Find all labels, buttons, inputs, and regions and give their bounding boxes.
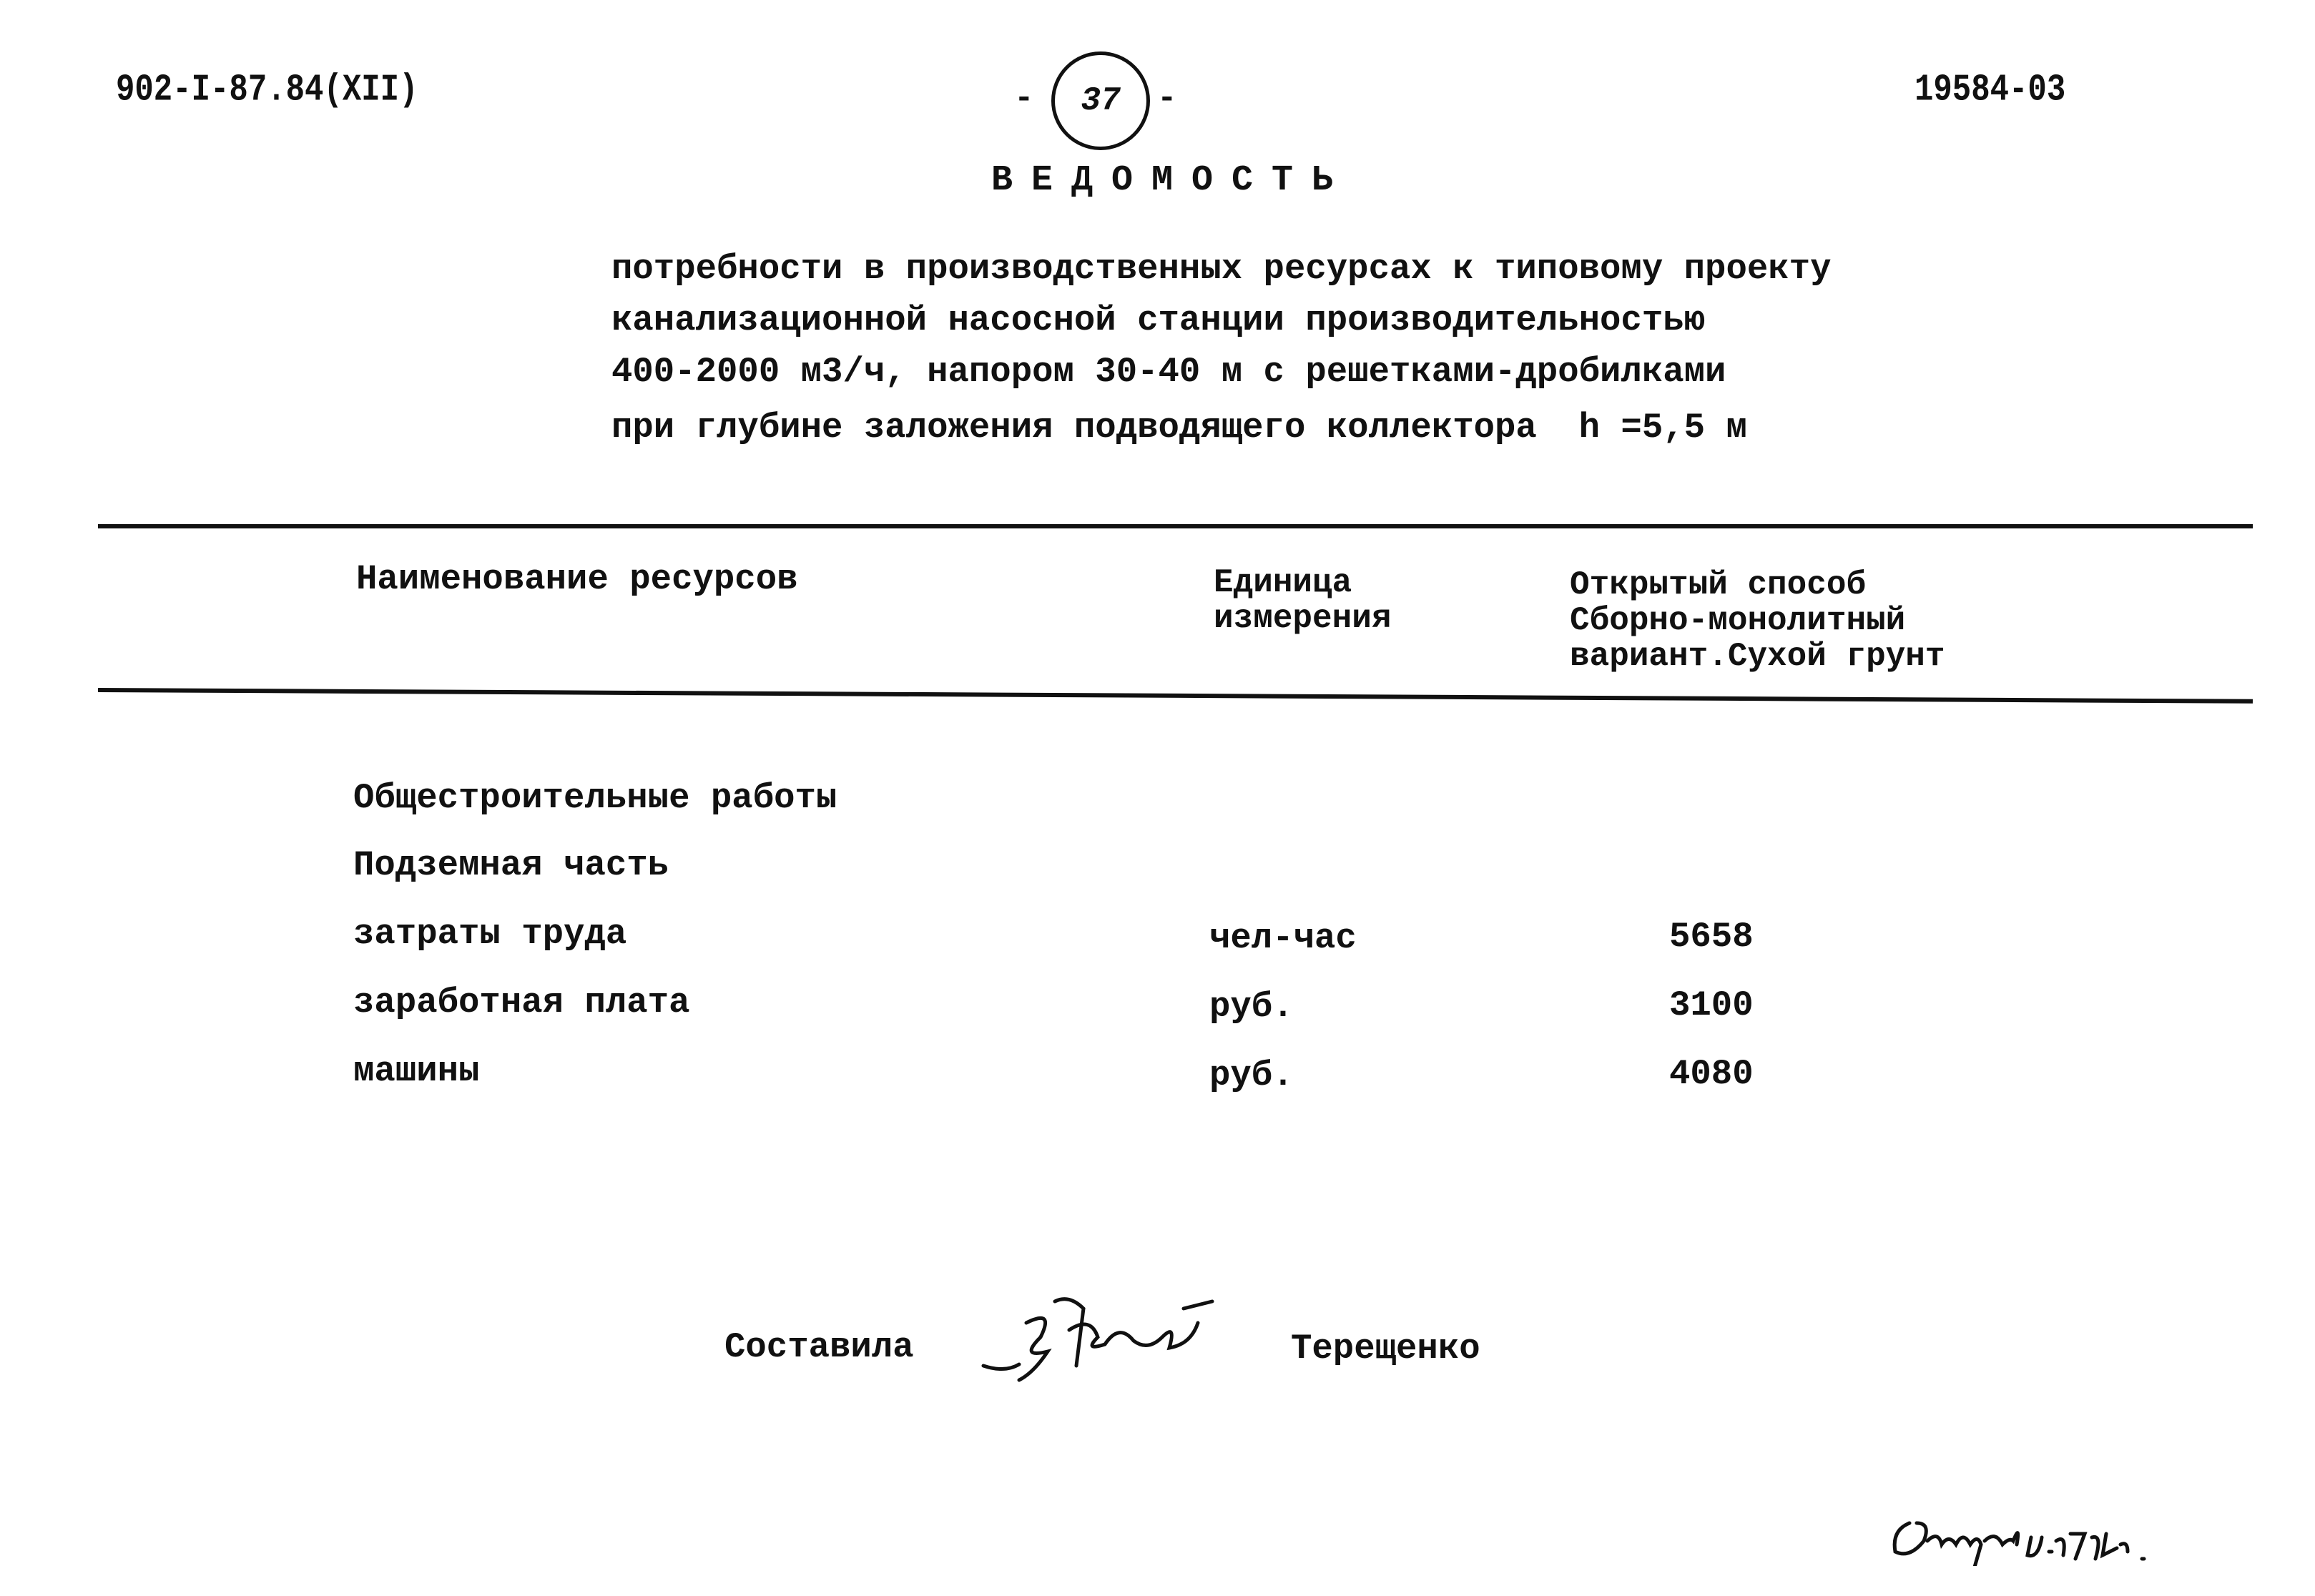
page-number-circle (1051, 51, 1150, 150)
column-header-value: Сборно-монолитный (1570, 602, 1906, 639)
resource-value: 5658 (1669, 917, 1754, 957)
document-title: ВЕДОМОСТЬ (991, 160, 1352, 201)
document-code: 902-I-87.84(XII) (116, 69, 418, 112)
compiler-name: Терещенко (1291, 1329, 1480, 1369)
column-header-unit: измерения (1214, 600, 1392, 637)
subtitle-line: 400-2000 м3/ч, напором 30-40 м с решетками-дробилками (611, 352, 1726, 392)
section-heading: Общестроительные работы (353, 778, 837, 818)
resource-name: машины (353, 1051, 480, 1091)
compiled-label: Составила (724, 1327, 914, 1367)
subtitle-line: при глубине заложения подводящего коллектора h =5,5 м (611, 408, 1747, 448)
page-number: 37 (1081, 82, 1121, 119)
subtitle-line: канализационной насосной станции производительностью (611, 300, 1706, 340)
column-header-value: Открытый способ (1570, 566, 1867, 604)
handwritten-note (1888, 1502, 2160, 1566)
resource-unit: чел-час (1209, 918, 1357, 958)
column-header-value: вариант.Сухой грунт (1570, 638, 1945, 675)
table-top-rule (98, 524, 2253, 528)
subtitle-line: потребности в производственных ресурсах к типовому проекту (611, 249, 1832, 289)
resource-name: затраты труда (353, 914, 627, 954)
column-header-name: Наименование ресурсов (356, 559, 798, 599)
inventory-number: 19584-03 (1915, 69, 2066, 112)
page-dash-left: - (1014, 80, 1034, 117)
resource-value: 3100 (1669, 985, 1754, 1025)
compiler-signature (976, 1280, 1219, 1387)
resource-value: 4080 (1669, 1054, 1754, 1094)
resource-name: заработная плата (353, 982, 690, 1023)
resource-unit: руб. (1209, 1055, 1294, 1095)
table-header-rule (98, 688, 2253, 704)
section-heading: Подземная часть (353, 845, 669, 885)
resource-unit: руб. (1209, 987, 1294, 1027)
page-dash-right: - (1157, 80, 1177, 117)
column-header-unit: Единица (1214, 564, 1352, 601)
